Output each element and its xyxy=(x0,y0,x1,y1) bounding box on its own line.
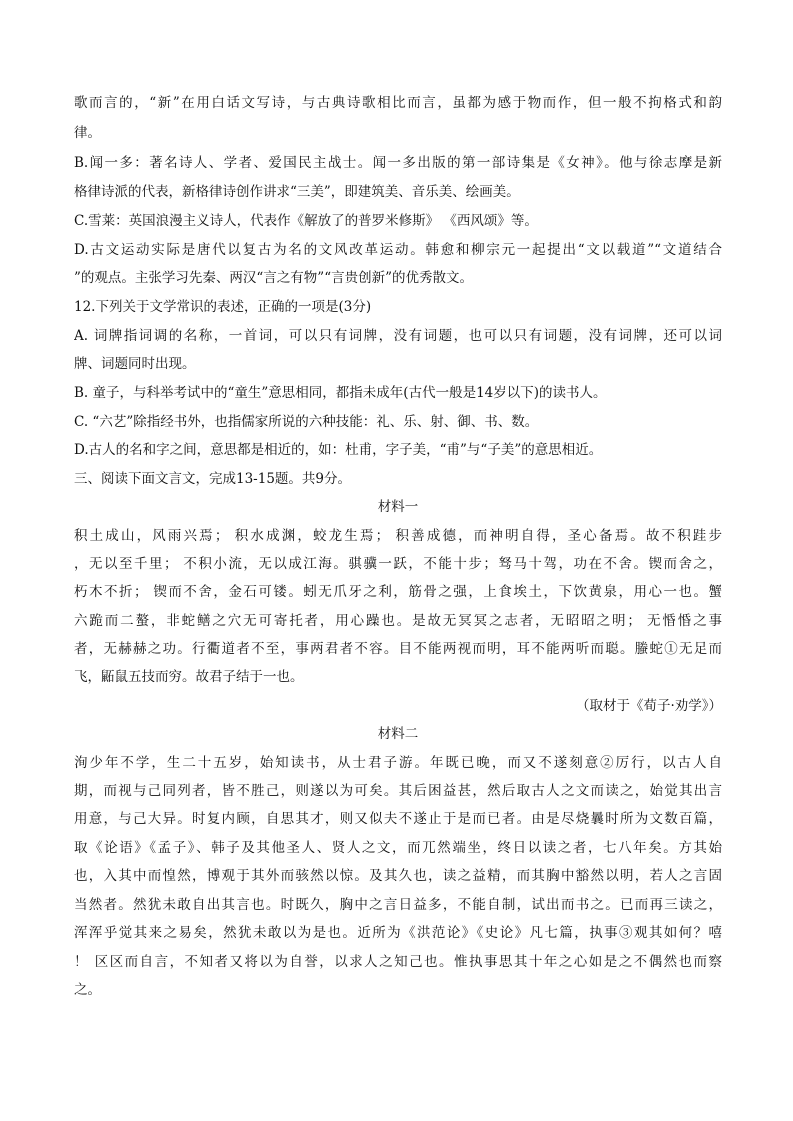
text-line: 用意，与己大异。时复内顾，自思其才，则又似夫不遂止于是而已者。由是尽烧曩时所为文数百篇， xyxy=(74,811,722,827)
question-12-stem: 12.下列关于文学常识的表述，正确的一项是(3分) xyxy=(74,299,372,315)
text-line: 积土成山，风雨兴焉； 积水成渊，蛟龙生焉； 积善成德，而神明自得，圣心备焉。故不积跬步 xyxy=(74,528,722,544)
text-line: 之。 xyxy=(74,982,101,998)
text-line: C. “六艺”除指经书外，也指儒家所说的六种技能：礼、乐、射、御、书、数。 xyxy=(74,414,539,430)
text-line: 格律诗派的代表，新格律诗创作讲求“三美”，即建筑美、音乐美、绘画美。 xyxy=(74,184,520,200)
text-line: C.雪莱：英国浪漫主义诗人，代表作《解放了的普罗米修斯》 《西风颂》等。 xyxy=(74,213,538,229)
text-line: 歌而言的，“新”在用白话文写诗，与古典诗歌相比而言，虽都为感于物而作，但一般不拘格式和韵 xyxy=(74,95,722,111)
text-line: 牌、词题同时出现。 xyxy=(74,356,196,372)
text-line: B.闻一多：著名诗人、学者、爱国民主战士。闻一多出版的第一部诗集是《女神》。他与徐志摩是新 xyxy=(74,155,722,171)
text-line: 洵少年不学，生二十五岁，始知读书，从士君子游。年既已晚，而又不遂刻意②厉行，以古人自 xyxy=(74,755,722,771)
text-line: 期，而视与己同列者，皆不胜己，则遂以为可矣。其后困益甚，然后取古人之文而读之，始觉其出言 xyxy=(74,783,722,799)
material-two-title: 材料二 xyxy=(377,726,419,742)
text-line: ，无以至千里； 不积小流，无以成江海。骐骥一跃，不能十步；驽马十驾，功在不舍。锲而舍之， xyxy=(74,556,722,572)
section-heading: 三、阅读下面文言文，完成13-15题。共9分。 xyxy=(74,471,352,487)
text-line: 飞，鼫鼠五技而穷。故君子结于一也。 xyxy=(74,669,304,685)
text-line: D.古人的名和字之间，意思都是相近的，如：杜甫，字子美，“甫”与“子美”的意思相近。 xyxy=(74,442,603,458)
text-line: D.古文运动实际是唐代以复古为名的文风改革运动。韩愈和柳宗元一起提出“文以载道”“文道结合 xyxy=(74,242,722,258)
text-line: ！ 区区而自言，不知者又将以为自誉，以求人之知己也。惟执事思其十年之心如是之不偶然也而察 xyxy=(74,954,722,970)
text-line: B. 童子，与科举考试中的“童生”意思相同，都指未成年(古代一般是14岁以下)的读书人。 xyxy=(74,385,607,401)
text-line: 者，无赫赫之功。行衢道者不至，事两君者不容。目不能两视而明，耳不能两听而聪。螣蛇①无足而 xyxy=(74,641,722,657)
text-line: A. 词牌指词调的名称，一首词，可以只有词牌，没有词题，也可以只有词题，没有词牌，还可以词 xyxy=(74,328,722,344)
text-line: ”的观点。主张学习先秦、两汉“言之有物”“言贵创新”的优秀散文。 xyxy=(74,270,474,286)
material-one-title: 材料一 xyxy=(377,499,419,515)
text-line: 律。 xyxy=(74,125,101,141)
text-line: 浑浑乎觉其来之易矣，然犹未敢以为是也。近所为《洪范论》《史论》凡七篇，执事③观其如何？嘻 xyxy=(74,925,722,941)
source-citation: （取材于《荀子·劝学》） xyxy=(575,698,722,714)
text-line: 取《论语》《孟子》、韩子及其他圣人、贤人之文，而兀然端坐，终日以读之者，七八年矣。方其始 xyxy=(74,840,722,856)
text-line: 也，入其中而惶然，博观于其外而骇然以惊。及其久也，读之益精，而其胸中豁然以明，若人之言固 xyxy=(74,868,722,884)
text-line: 六跪而二螯，非蛇鳝之穴无可寄托者，用心躁也。是故无冥冥之志者，无昭昭之明； 无惛惛之事 xyxy=(74,613,722,629)
text-line: 当然者。然犹未敢自出其言也。时既久，胸中之言日益多，不能自制，试出而书之。已而再三读之， xyxy=(74,897,722,913)
text-line: 朽木不折； 锲而不舍，金石可镂。蚓无爪牙之利，筋骨之强，上食埃土，下饮黄泉，用心一也。蟹 xyxy=(74,584,722,600)
